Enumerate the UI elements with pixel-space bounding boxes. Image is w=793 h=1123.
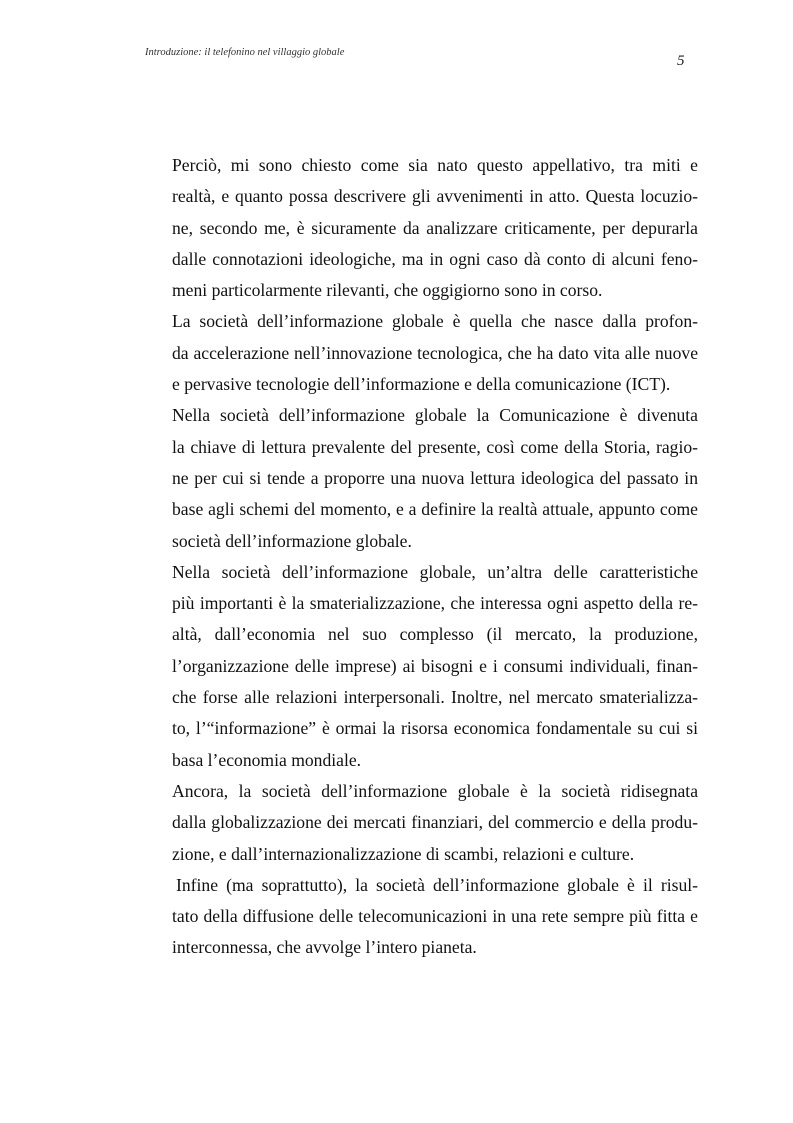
text-line: base agli schemi del momento, e a definire la realtà attuale, appunto come xyxy=(172,499,698,520)
text-line: dalle connotazioni ideologiche, ma in ogni caso dà conto di alcuni feno- xyxy=(172,248,698,269)
paragraph-2 xyxy=(144,306,698,400)
text-line: to, l’“informazione” è ormai la risorsa economica fondamentale su cui si xyxy=(172,718,698,739)
text-line: la chiave di lettura prevalente del presente, così come della Storia, ragio- xyxy=(172,436,698,457)
text-line: Perciò, mi sono chiesto come sia nato questo appellativo, tra miti e xyxy=(172,155,698,175)
paragraph-4 xyxy=(144,557,698,776)
text-line: Infine (ma soprattutto), la società dell’informazione globale è il risul- xyxy=(176,874,698,895)
paragraph-1 xyxy=(144,150,698,306)
text-line: Nella società dell’informazione globale, un’altra delle caratteristiche xyxy=(172,561,698,582)
text-line: Ancora, la società dell’informazione globale è la società ridisegnata xyxy=(172,780,698,801)
page-number: 5 xyxy=(677,53,685,69)
text-line: zione, e dall’internazionalizzazione di scambi, relazioni e culture. xyxy=(172,843,635,864)
text-line: tato della diffusione delle telecomunicazioni in una rete sempre più fitta e xyxy=(172,906,698,927)
paragraph-6 xyxy=(144,870,698,964)
text-line: meni particolarmente rilevanti, che oggigiorno sono in corso. xyxy=(172,280,603,301)
paragraph-5 xyxy=(144,776,698,870)
text-line: ne per cui si tende a proporre una nuova lettura ideologica del passato in xyxy=(172,467,698,488)
text-line: basa l’economia mondiale. xyxy=(172,749,362,770)
body-text xyxy=(144,150,698,964)
text-line: ne, secondo me, è sicuramente da analizzare criticamente, per depurarla xyxy=(172,217,698,238)
text-line: e pervasive tecnologie dell’informazione e della comunicazione (ICT). xyxy=(172,374,671,395)
paragraph-3 xyxy=(144,400,698,556)
text-line: La società dell’informazione globale è quella che nasce dalla profon- xyxy=(172,311,698,332)
text-line: altà, dall’economia nel suo complesso (il mercato, la produzione, xyxy=(172,624,698,645)
text-line: Nella società dell’informazione globale la Comunicazione è divenuta xyxy=(172,405,698,426)
text-line: società dell’informazione globale. xyxy=(172,530,412,551)
text-line: dalla globalizzazione dei mercati finanziari, del commercio e della produ- xyxy=(172,812,698,833)
text-line: da accelerazione nell’innovazione tecnologica, che ha dato vita alle nuove xyxy=(172,342,698,363)
text-line: realtà, e quanto possa descrivere gli avvenimenti in atto. Questa locuzio- xyxy=(172,186,698,207)
text-line: l’organizzazione delle imprese) ai bisogni e i consumi individuali, finan- xyxy=(172,655,698,676)
text-line: più importanti è la smaterializzazione, che interessa ogni aspetto della re- xyxy=(172,593,698,614)
running-header-title: Introduzione: il telefonino nel villaggio globale xyxy=(145,47,345,58)
text-line: che forse alle relazioni interpersonali. Inoltre, nel mercato smaterializza- xyxy=(172,687,698,708)
text-line: interconnessa, che avvolge l’intero pianeta. xyxy=(172,937,477,958)
